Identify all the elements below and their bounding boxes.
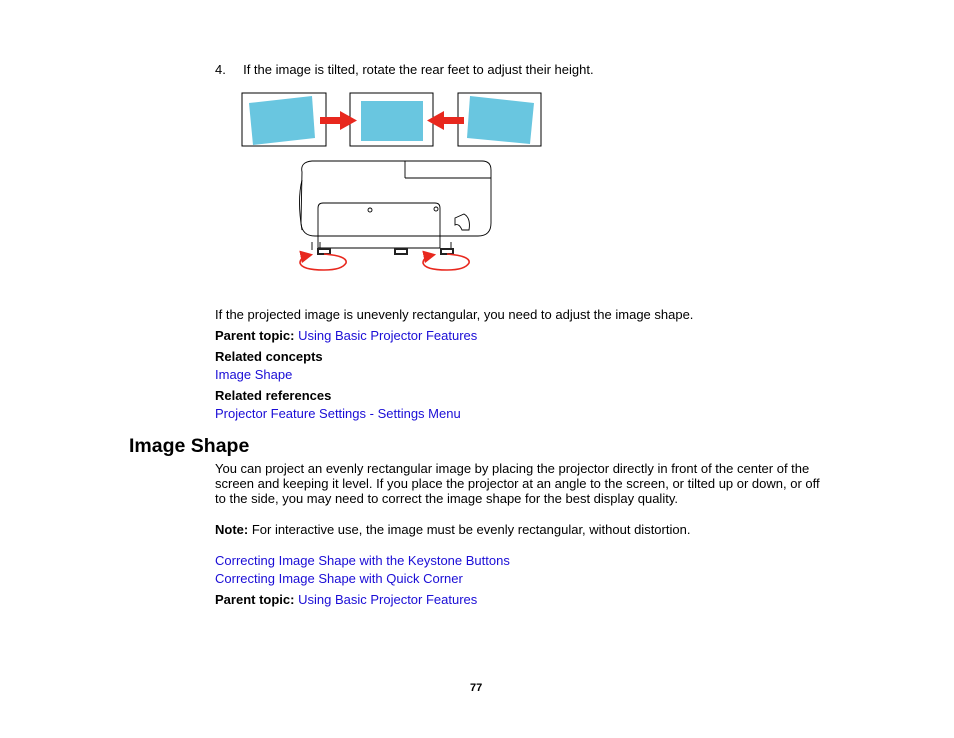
step-text: If the image is tilted, rotate the rear feet to adjust their height. [243, 62, 594, 77]
step-number: 4. [215, 62, 226, 77]
step-4 [215, 62, 594, 77]
parent-topic-2 [215, 592, 477, 607]
section-title: Image Shape [129, 435, 250, 457]
tilted-screen-left-icon [242, 93, 326, 146]
keystone-illustration [240, 90, 545, 275]
foot-icon [394, 248, 408, 255]
related-concepts-link[interactable]: Image Shape [215, 367, 293, 382]
straight-screen-icon [350, 93, 433, 146]
rotate-arrow-icon [300, 254, 346, 270]
related-references-link[interactable]: Projector Feature Settings - Settings Menu [215, 406, 461, 421]
projector-icon [300, 161, 492, 250]
rotate-arrow-icon [423, 254, 469, 270]
note-text: For interactive use, the image must be evenly rectangular, without distortion. [248, 522, 691, 537]
parent-topic-label: Parent topic: [215, 328, 295, 343]
page-number: 77 [470, 682, 483, 694]
parent-topic-link[interactable]: Using Basic Projector Features [298, 592, 478, 607]
keystone-buttons-link[interactable]: Correcting Image Shape with the Keystone Buttons [215, 553, 510, 568]
parent-topic-link[interactable]: Using Basic Projector Features [298, 328, 478, 343]
tilted-screen-right-icon [458, 93, 541, 146]
quick-corner-link[interactable]: Correcting Image Shape with Quick Corner [215, 571, 463, 586]
related-references-label: Related references [215, 388, 332, 403]
parent-topic-label: Parent topic: [215, 592, 295, 607]
section-body: You can project an evenly rectangular image by placing the projector directly in front of the center of the screen and keeping it level. If you place the projector at an angle to the screen, or tilted up or down, or off to the side, you may need to correct the image shape for the best display quality. [215, 461, 820, 506]
parent-topic-1 [215, 328, 477, 343]
related-concepts-label: Related concepts [215, 349, 323, 364]
note [215, 522, 690, 537]
intro-text: If the projected image is unevenly rectangular, you need to adjust the image shape. [215, 307, 694, 322]
note-label: Note: [215, 522, 249, 537]
